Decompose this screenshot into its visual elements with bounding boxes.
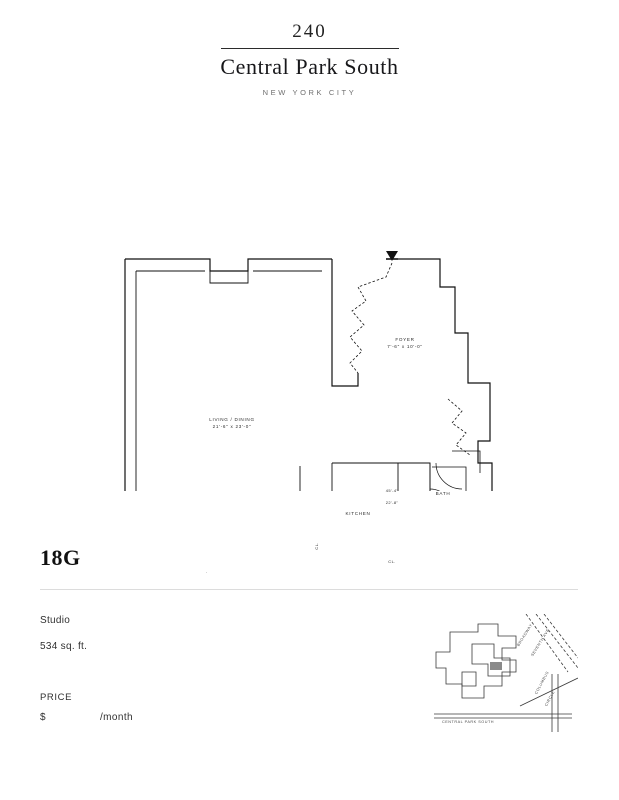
closet-label-2: CL. [388, 559, 396, 565]
price-period: /month [100, 712, 133, 723]
unit-location-marker [490, 662, 502, 670]
dimension-label-width: 45'-4" [385, 488, 399, 494]
header-divider [221, 48, 399, 49]
foyer-label: FOYER 7'-6" x 10'-0" [387, 337, 423, 350]
floorplan-drawing [0, 111, 619, 491]
kitchen-label: KITCHEN [345, 511, 371, 517]
page-title: 18G [40, 545, 81, 570]
building-name: Central Park South [220, 53, 399, 79]
unit-type: Studio [40, 615, 71, 626]
dimension-label-bottom: · [206, 570, 208, 576]
bath-label: BATH [435, 491, 451, 497]
building-number: 240 [292, 21, 327, 42]
unit-area: 534 sq. ft. [40, 641, 88, 652]
section-divider [40, 589, 578, 590]
key-map [432, 614, 578, 734]
living-dining-label: LIVING / DINING 21'-6" x 23'-0" [209, 417, 255, 430]
keymap-street-label-cps: CENTRAL PARK SOUTH [442, 720, 495, 724]
price-label: PRICE [40, 692, 73, 703]
keymap-street-label-circle: CIRCLE [544, 690, 556, 707]
price-row [40, 712, 133, 723]
price-value: $ [40, 712, 46, 723]
keymap-street-label-columbus-circle: COLUMBUS [534, 670, 550, 695]
building-city: NEW YORK CITY [262, 88, 357, 98]
keymap-street-label-seventh-ave: SEVENTH AVE [530, 628, 551, 658]
closet-label-1: CL. [314, 542, 319, 551]
document-header [0, 0, 619, 97]
key-map-drawing [432, 614, 578, 734]
dimension-label-depth: 22'-8" [385, 500, 399, 506]
keymap-street-label-broadway: BROADWAY [516, 623, 534, 648]
